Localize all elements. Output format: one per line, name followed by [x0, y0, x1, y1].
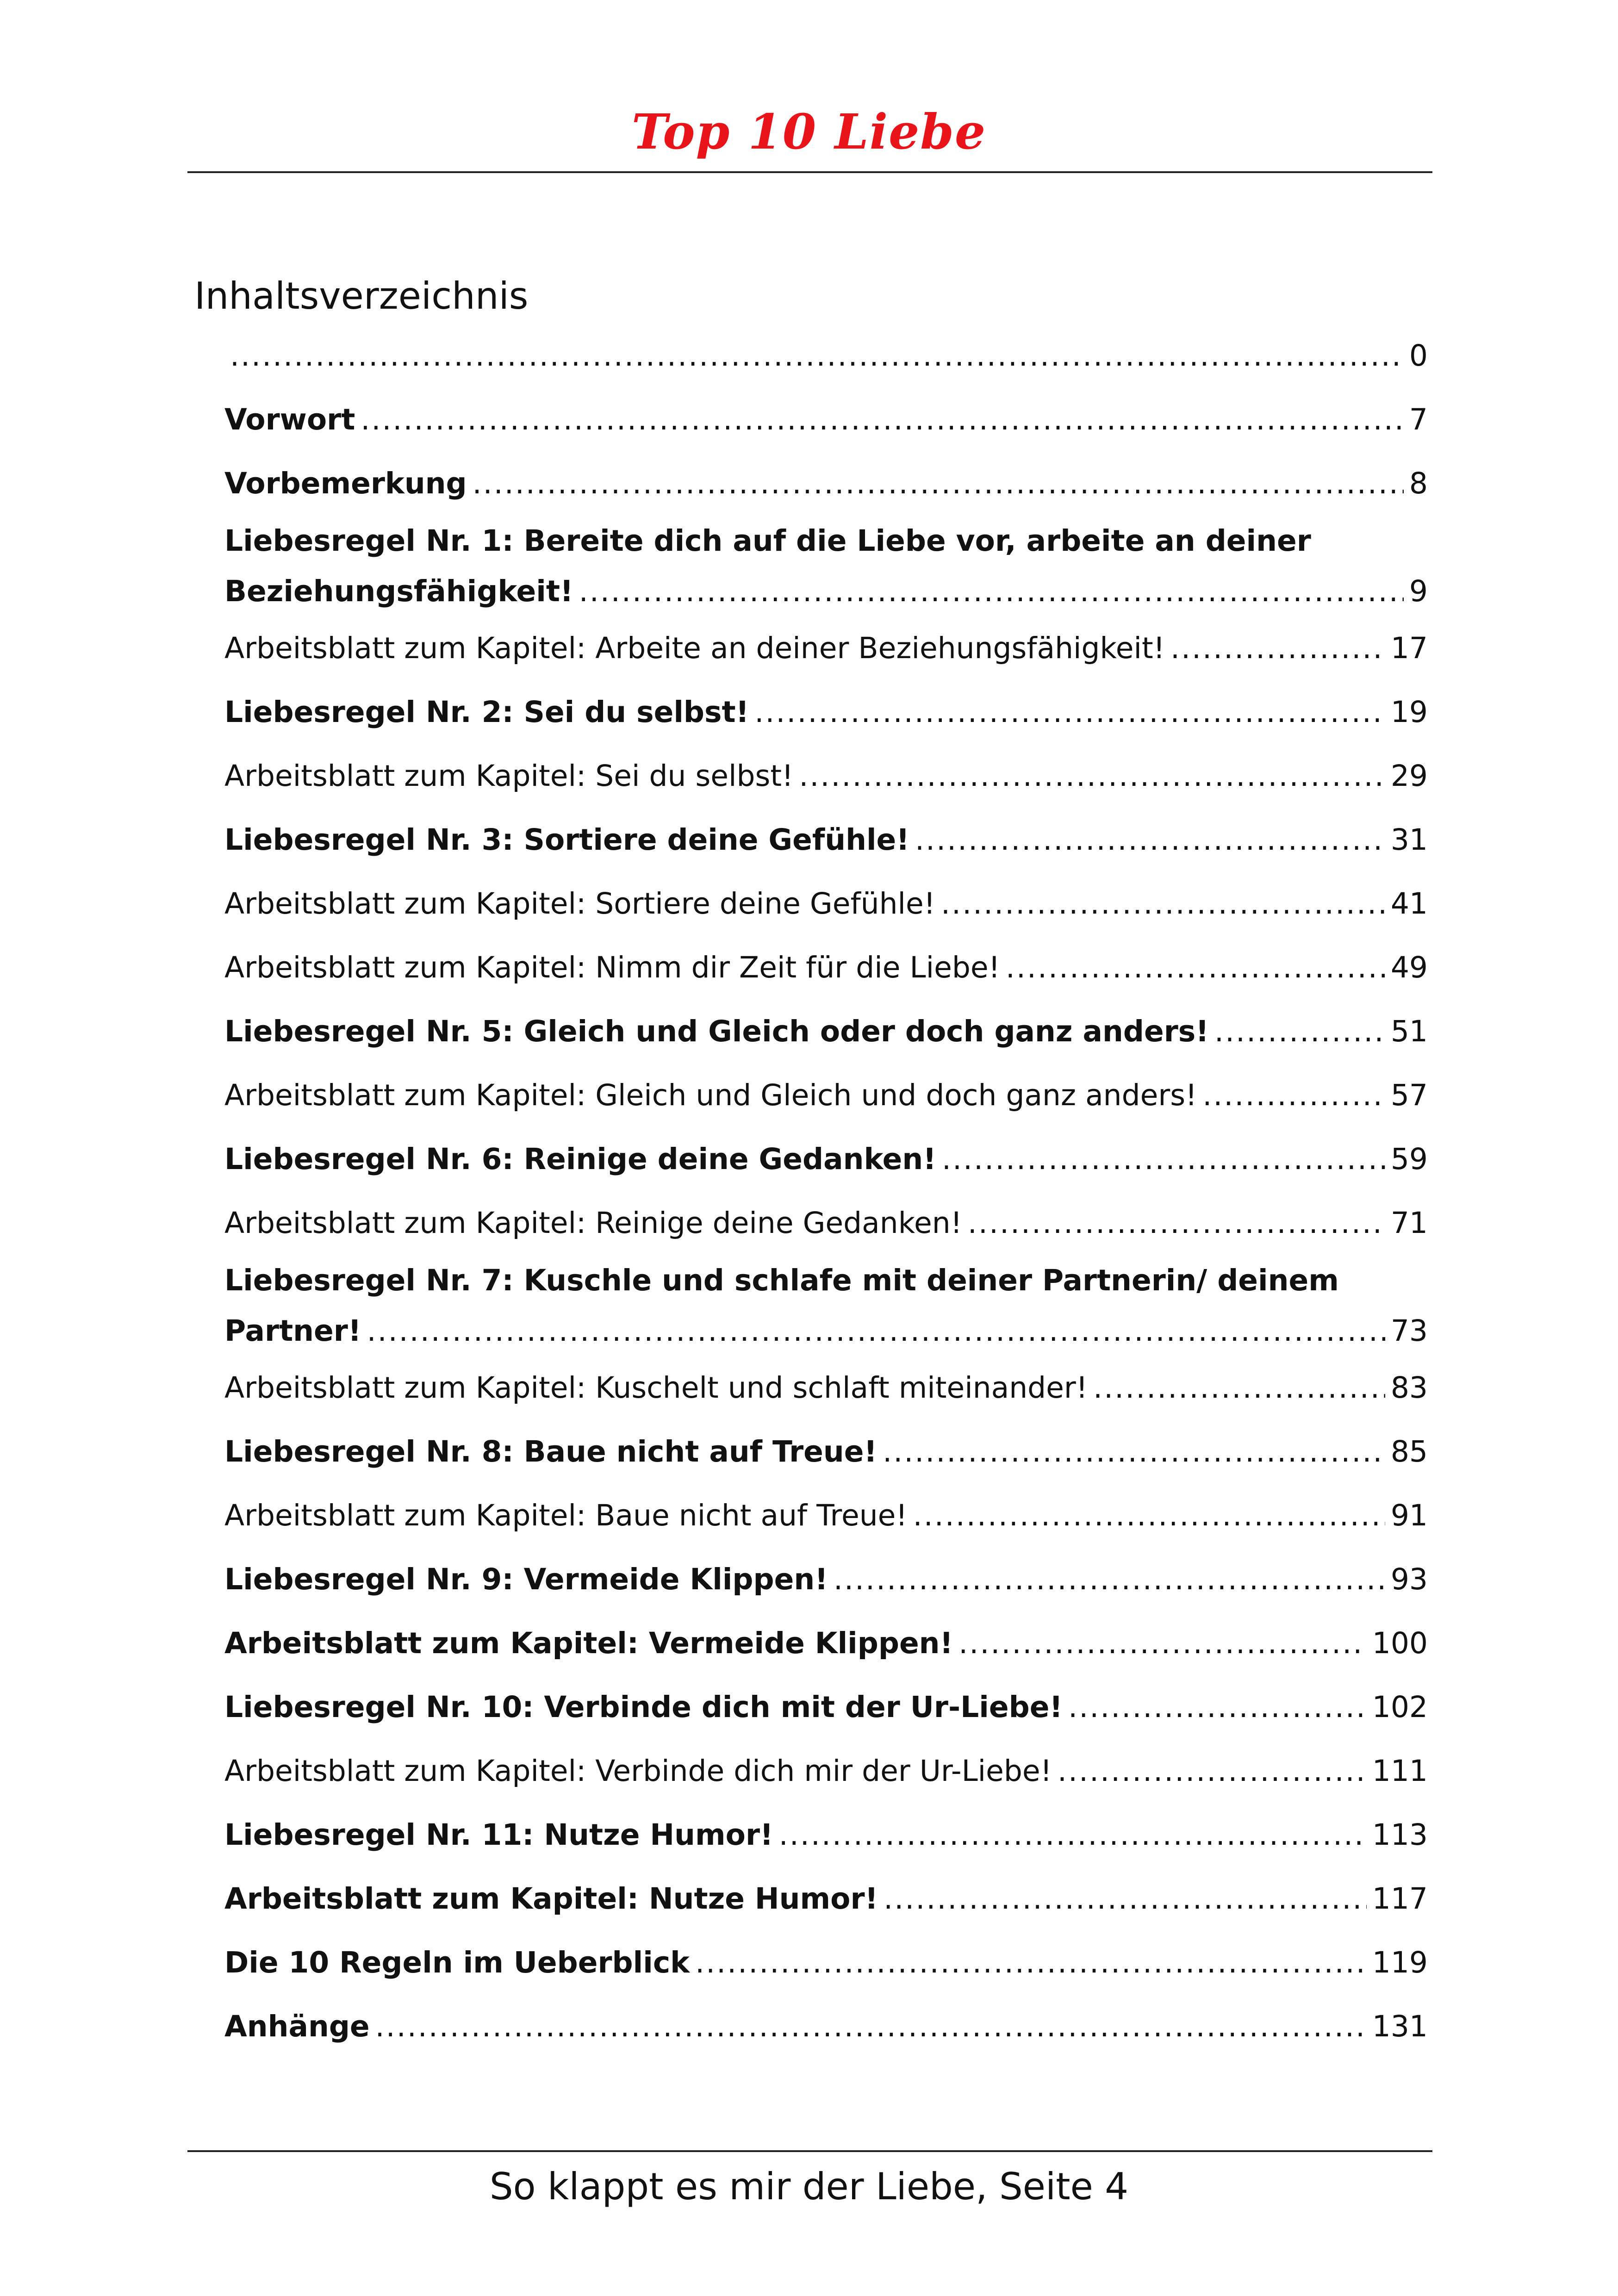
toc-entry[interactable]	[224, 1675, 1428, 1739]
toc-entry-page-number: 7	[1409, 403, 1428, 436]
toc-entry[interactable]	[224, 1191, 1428, 1255]
toc-entry-label: Arbeitsblatt zum Kapitel: Nimm dir Zeit für die Liebe!	[224, 951, 1000, 984]
toc-entry[interactable]	[224, 452, 1428, 516]
toc-entry[interactable]	[224, 616, 1428, 680]
toc-entry[interactable]	[224, 1420, 1428, 1484]
dot-leader	[834, 1548, 1385, 1612]
dot-leader	[473, 452, 1404, 516]
toc-entry[interactable]	[224, 1931, 1428, 1995]
toc-heading: Inhaltsverzeichnis	[194, 274, 529, 317]
dot-leader	[1006, 936, 1385, 1000]
toc-entry-page-number: 19	[1390, 695, 1428, 729]
dot-leader	[799, 744, 1385, 808]
toc-entry-label: Anhänge	[224, 2010, 370, 2043]
dot-leader	[942, 1127, 1385, 1191]
toc-entry-label: Liebesregel Nr. 9: Vermeide Klippen!	[224, 1562, 828, 1596]
toc-entry[interactable]	[224, 388, 1428, 452]
toc-entry-label: Vorwort	[224, 403, 355, 436]
dot-leader	[361, 388, 1404, 452]
toc-entry-label: Liebesregel Nr. 6: Reinige deine Gedanken!	[224, 1142, 936, 1176]
toc-entry-page-number: 117	[1372, 1882, 1428, 1916]
toc-entry[interactable]	[224, 1803, 1428, 1867]
dot-leader	[958, 1612, 1366, 1675]
toc-entry-page-number: 119	[1372, 1946, 1428, 1979]
toc-entry-page-number: 8	[1409, 467, 1428, 500]
header-divider	[187, 171, 1432, 173]
dot-leader	[884, 1867, 1367, 1931]
toc-entry-label: Arbeitsblatt zum Kapitel: Reinige deine Gedanken!	[224, 1206, 962, 1240]
toc-entry[interactable]	[224, 1995, 1428, 2059]
dot-leader	[968, 1191, 1385, 1255]
footer-divider	[187, 2150, 1432, 2152]
toc-entry-page-number: 71	[1390, 1206, 1428, 1240]
dot-leader	[367, 1306, 1385, 1356]
dot-leader	[375, 1995, 1367, 2059]
toc-entry-page-number: 91	[1390, 1499, 1428, 1532]
toc-entry-page-number: 17	[1390, 631, 1428, 665]
toc-entry[interactable]	[224, 1867, 1428, 1931]
toc-entry-label: Liebesregel Nr. 3: Sortiere deine Gefühle!	[224, 823, 910, 857]
toc-entry[interactable]	[224, 744, 1428, 808]
toc-entry-label: Liebesregel Nr. 8: Baue nicht auf Treue!	[224, 1435, 877, 1468]
toc-entry-page-number: 93	[1390, 1562, 1428, 1596]
toc-entry[interactable]	[224, 1356, 1428, 1420]
toc-entry-label: Arbeitsblatt zum Kapitel: Arbeite an deiner Beziehungsfähigkeit!	[224, 631, 1165, 665]
dot-leader	[1202, 1064, 1385, 1127]
toc-entry[interactable]	[224, 936, 1428, 1000]
toc-entry[interactable]	[224, 1739, 1428, 1803]
toc-entry-label: Arbeitsblatt zum Kapitel: Sortiere deine Gefühle!	[224, 887, 936, 921]
toc-entry-page-number: 102	[1372, 1690, 1428, 1724]
toc-entry-page-number: 51	[1390, 1014, 1428, 1048]
dot-leader	[1170, 616, 1385, 680]
toc-entry-label: Vorbemerkung	[224, 467, 467, 500]
toc-entry-page-number: 59	[1390, 1142, 1428, 1176]
dot-leader	[1093, 1356, 1385, 1420]
toc-entry[interactable]	[224, 324, 1428, 388]
toc-entry[interactable]	[224, 1064, 1428, 1127]
dot-leader	[695, 1931, 1367, 1995]
table-of-contents	[224, 324, 1428, 2059]
toc-entry-label: Liebesregel Nr. 2: Sei du selbst!	[224, 695, 749, 729]
dot-leader	[1058, 1739, 1367, 1803]
toc-entry-page-number: 113	[1372, 1818, 1428, 1852]
toc-entry-page-number: 111	[1372, 1754, 1428, 1788]
toc-entry-label: Liebesregel Nr. 5: Gleich und Gleich oder doch ganz anders!	[224, 1014, 1209, 1048]
toc-entry[interactable]	[224, 516, 1428, 616]
toc-entry-page-number: 9	[1409, 574, 1428, 608]
dot-leader	[230, 324, 1404, 388]
toc-entry-label: Beziehungsfähigkeit!	[224, 574, 573, 608]
toc-entry-label: Arbeitsblatt zum Kapitel: Kuschelt und schlaft miteinander!	[224, 1371, 1088, 1405]
dot-leader	[883, 1420, 1385, 1484]
toc-entry-page-number: 57	[1390, 1078, 1428, 1112]
toc-entry[interactable]	[224, 1255, 1428, 1356]
toc-entry[interactable]	[224, 1612, 1428, 1675]
toc-entry-label: Partner!	[224, 1314, 361, 1348]
dot-leader	[915, 808, 1385, 872]
toc-entry-page-number: 49	[1390, 951, 1428, 984]
toc-entry-label: Die 10 Regeln im Ueberblick	[224, 1946, 690, 1979]
toc-entry[interactable]	[224, 1484, 1428, 1548]
toc-entry-page-number: 131	[1372, 2010, 1428, 2043]
toc-entry[interactable]	[224, 808, 1428, 872]
toc-entry-page-number: 31	[1390, 823, 1428, 857]
toc-entry-label: Liebesregel Nr. 11: Nutze Humor!	[224, 1818, 773, 1852]
toc-entry-label: Arbeitsblatt zum Kapitel: Gleich und Gleich und doch ganz anders!	[224, 1078, 1197, 1112]
toc-entry-page-number: 83	[1390, 1371, 1428, 1405]
dot-leader	[913, 1484, 1385, 1548]
dot-leader	[579, 566, 1404, 616]
dot-leader	[779, 1803, 1367, 1867]
toc-entry-page-number: 29	[1390, 759, 1428, 793]
toc-entry-label-line1: Liebesregel Nr. 1: Bereite dich auf die Liebe vor, arbeite an deiner	[224, 524, 1311, 558]
toc-entry-label-line1: Liebesregel Nr. 7: Kuschle und schlafe mit deiner Partnerin/ deinem	[224, 1263, 1339, 1297]
toc-entry-label: Arbeitsblatt zum Kapitel: Baue nicht auf Treue!	[224, 1499, 908, 1532]
toc-entry[interactable]	[224, 1000, 1428, 1064]
toc-entry-label: Arbeitsblatt zum Kapitel: Vermeide Klippen!	[224, 1626, 953, 1660]
page-header-title: Top 10 Liebe	[631, 103, 987, 160]
toc-entry[interactable]	[224, 1548, 1428, 1612]
toc-entry-label: Liebesregel Nr. 10: Verbinde dich mit der Ur-Liebe!	[224, 1690, 1063, 1724]
page-footer: So klappt es mir der Liebe, Seite 4	[489, 2165, 1129, 2208]
dot-leader	[754, 680, 1385, 744]
dot-leader	[1214, 1000, 1385, 1064]
toc-entry[interactable]	[224, 680, 1428, 744]
toc-entry[interactable]	[224, 872, 1428, 936]
toc-entry[interactable]	[224, 1127, 1428, 1191]
toc-entry-label: Arbeitsblatt zum Kapitel: Verbinde dich mir der Ur-Liebe!	[224, 1754, 1052, 1788]
dot-leader	[941, 872, 1385, 936]
toc-entry-page-number: 100	[1372, 1626, 1428, 1660]
toc-entry-page-number: 0	[1409, 339, 1428, 373]
toc-entry-page-number: 73	[1390, 1314, 1428, 1348]
toc-entry-label: Arbeitsblatt zum Kapitel: Nutze Humor!	[224, 1882, 878, 1916]
toc-entry-page-number: 85	[1390, 1435, 1428, 1468]
dot-leader	[1068, 1675, 1367, 1739]
toc-entry-page-number: 41	[1390, 887, 1428, 921]
toc-entry-label: Arbeitsblatt zum Kapitel: Sei du selbst!	[224, 759, 794, 793]
